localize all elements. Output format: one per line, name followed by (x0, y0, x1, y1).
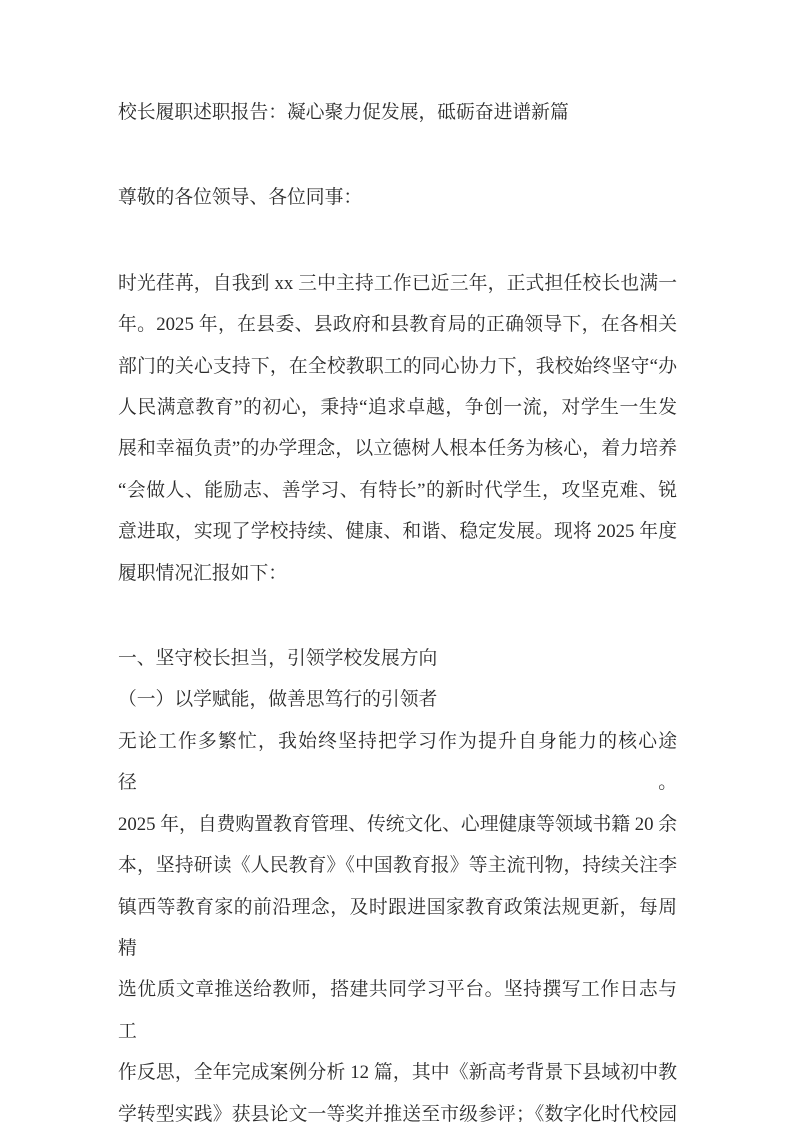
text-line: 学转型实践》获县论文一等奖并推送至市级参评；《数字化时代校园 (118, 1103, 677, 1122)
text-line: 时光荏苒，自我到 xx 三中主持工作已近三年，正式担任校长也满一 (118, 272, 677, 294)
text-line: 履职情况汇报如下： (118, 562, 288, 584)
text-line: 意进取，实现了学校持续、健康、和谐、稳定发展。现将 2025 年度 (118, 521, 677, 543)
text-line: 作反思，全年完成案例分析 12 篇，其中《新高考背景下县域初中教 (118, 1062, 677, 1084)
text-line: “会做人、能励志、善学习、有特长”的新时代学生，攻坚克难、锐 (118, 479, 677, 501)
text-line: 年。2025 年，在县委、县政府和县教育局的正确领导下，在各相关 (118, 314, 677, 336)
text-line: 2025 年，自费购置教育管理、传统文化、心理健康等领域书籍 20 余 (118, 813, 677, 835)
text-line: 人民满意教育”的初心，秉持“追求卓越，争创一流，对学生一生发 (118, 397, 677, 419)
subsection-heading-1 (118, 679, 677, 720)
text-line: 镇西等教育家的前沿理念，及时跟进国家教育政策法规更新，每周精 (118, 896, 677, 959)
section-heading-1 (118, 638, 677, 679)
body-paragraph-2 (118, 721, 677, 1122)
document-body (118, 92, 677, 1122)
text-line: 校长履职述职报告：凝心聚力促发展，砥砺奋进谱新篇 (118, 102, 569, 123)
text-line: 无论工作多繁忙，我始终坚持把学习作为提升自身能力的核心途径。 (118, 730, 677, 794)
text-line: 选优质文章推送给教师，搭建共同学习平台。坚持撰写工作日志与工 (118, 979, 677, 1042)
text-line: 尊敬的各位领导、各位同事： (118, 187, 363, 209)
text-line: 一、坚守校长担当，引领学校发展方向 (118, 648, 438, 670)
text-line: 展和幸福负责”的办学理念，以立德树人根本任务为核心，着力培养 (118, 438, 677, 460)
salutation (118, 177, 677, 218)
text-line: 本，坚持研读《人民教育》《中国教育报》等主流刊物，持续关注李 (118, 855, 677, 877)
body-paragraph-1 (118, 263, 677, 594)
doc-title (118, 92, 677, 133)
text-line: 部门的关心支持下，在全校教职工的同心协力下，我校始终坚守“办 (118, 355, 677, 377)
text-line: （一）以学赋能，做善思笃行的引领者 (118, 689, 438, 711)
